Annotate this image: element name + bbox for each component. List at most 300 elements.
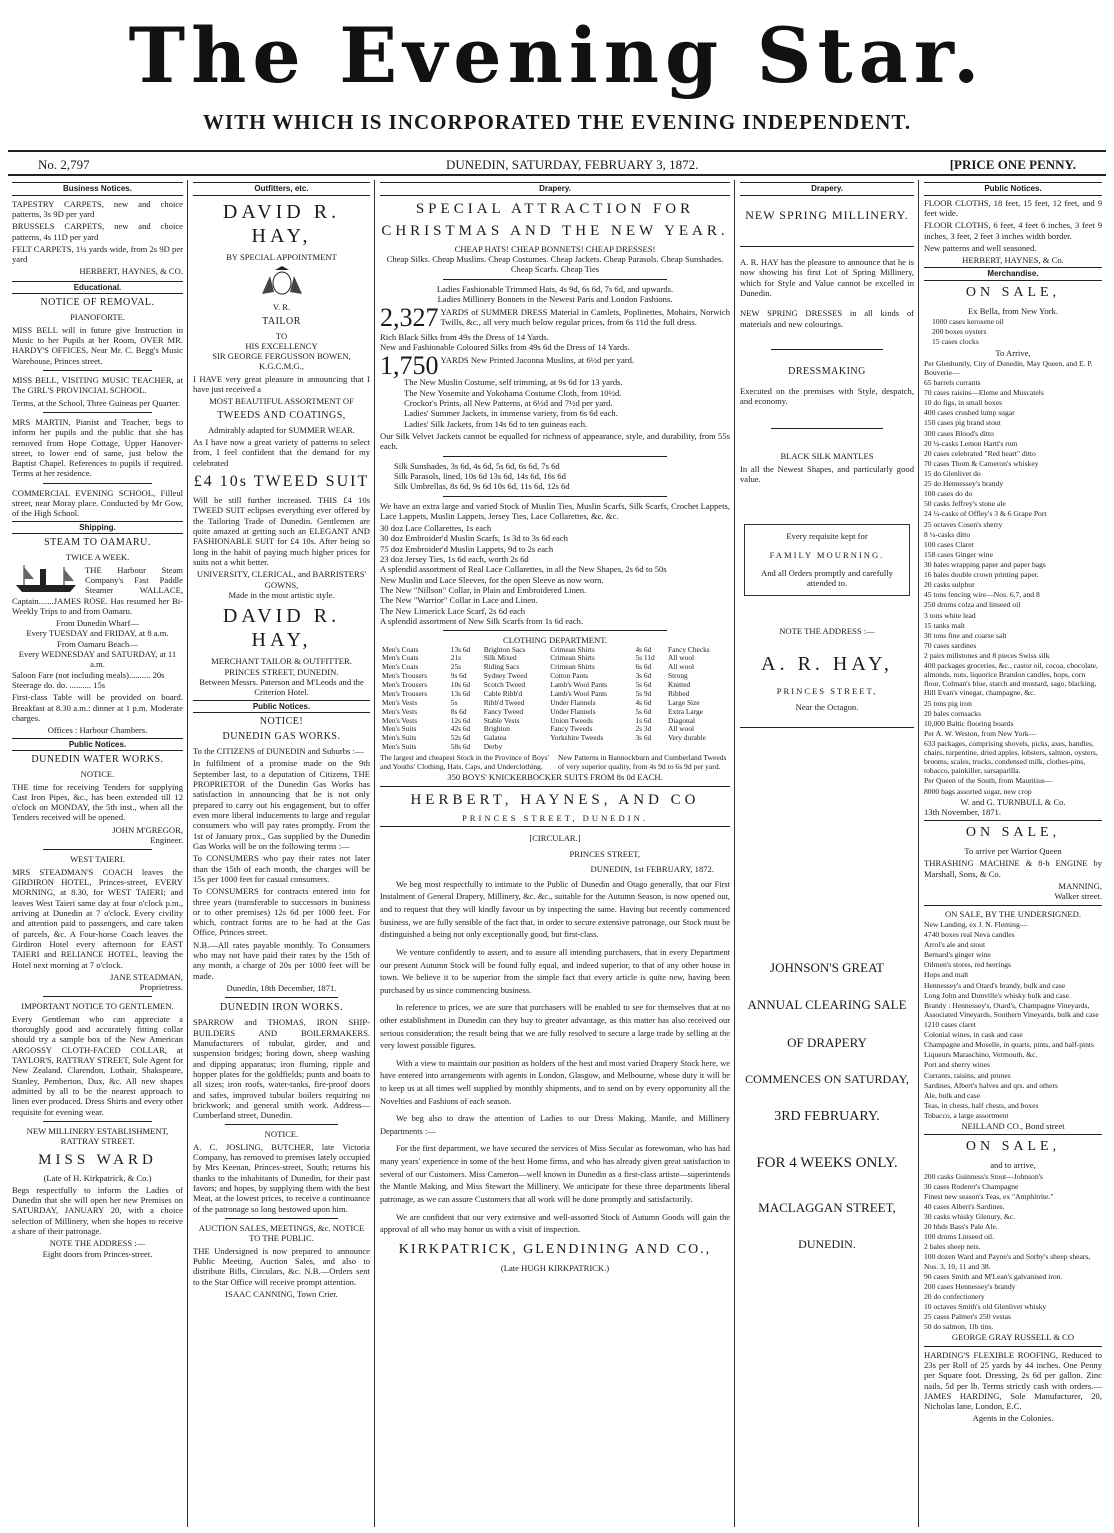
list-item: 50 do salmon, 1lb tins. bbox=[924, 1322, 994, 1332]
ad-line: MERCHANT TAILOR & OUTFITTER. bbox=[211, 656, 352, 667]
column-rule bbox=[734, 180, 735, 1527]
signature: ISAAC CANNING, Town Crier. bbox=[225, 1288, 338, 1299]
table-cell: 1s 6d bbox=[635, 715, 652, 725]
divider bbox=[225, 1218, 338, 1219]
list-item: Hops and malt bbox=[924, 970, 969, 980]
table-cell: Ribbed bbox=[668, 688, 690, 698]
box-line: FAMILY MOURNING. bbox=[769, 549, 885, 560]
advertiser-date: 13th November, 1871. bbox=[924, 806, 1001, 817]
ad-heading: DUNEDIN IRON WORKS. bbox=[220, 1002, 343, 1014]
ad-title: ON SALE, bbox=[965, 1139, 1061, 1155]
ad-heading: TWEEDS AND COATINGS, bbox=[217, 409, 346, 421]
sale-line: DUNEDIN. bbox=[798, 1237, 856, 1252]
table-cell: Lamb's Wool Pants bbox=[550, 680, 608, 690]
gas-date: Dunedin, 18th December, 1871. bbox=[226, 983, 337, 993]
ad-line: Ex Bella, from New York. bbox=[968, 305, 1058, 316]
list-item: Tobacco, a large assortment bbox=[924, 1111, 1009, 1120]
mantles-body: In all the Newest Shapes, and particularly good value. bbox=[740, 463, 914, 485]
section-header: Educational. bbox=[12, 281, 183, 295]
list-item: Champagne and Moselle, in quarts, pints, and half-pints bbox=[924, 1040, 1094, 1050]
masthead-subtitle: WITH WHICH IS INCORPORATED THE EVENING INDEPENDENT. bbox=[202, 110, 912, 134]
list-item: 15 tanks malt bbox=[924, 620, 965, 630]
paragraph: For the first department, we have secured the services of Miss Secular as forewoman, who has had many years' experience in some of the best Home firms, and who has already given great satisfaction to several of our Customers. Miss Cameron—well known in Dunedin as a first-class artiste—superintends the Mantle Making, and Miss Stewart the Millinery. We anticipate for these three departments liberal patronage, as we can assure Customers that all work will be done promptly and satisfactorily. bbox=[380, 1144, 730, 1204]
new-dresses: NEW SPRING DRESSES in all kinds of materials and new colourings. bbox=[740, 308, 914, 329]
velvet-line: Our Silk Velvet Jackets cannot be equalled for richness of appearance, style, and durability, from 55s each. bbox=[380, 430, 730, 452]
harding-ad: HARDING'S FLEXIBLE ROOFING, Reduced to 23s per Roll of 25 yards by 44 inches. One Penny per Square foot. Dressing, 2s 6d per gallon. Zinc nails, 5d per lb. Terms strictly cash with orders.—JAMES HARDING, Sole Manufacturer, 20, Nicholas lane, London, E.C. bbox=[924, 1349, 1102, 1412]
table-cell: Lamb's Wool Pants bbox=[550, 688, 608, 698]
table-cell: 21s bbox=[450, 653, 462, 663]
list-item: 200 casks Guinness's Stout—Johnson's bbox=[924, 1171, 1043, 1181]
list-item: 30 doz Lace Collarettes, 1s each bbox=[380, 523, 492, 534]
ad-line: PRINCES STREET, bbox=[776, 685, 878, 696]
list-item: 10 do figs, in small boxes bbox=[924, 398, 1003, 408]
sale4-lines bbox=[924, 1172, 1102, 1332]
sale-line: OF DRAPERY bbox=[787, 1034, 867, 1050]
ad-line: To Arrive, bbox=[995, 347, 1031, 358]
ad-title: ON SALE, bbox=[965, 285, 1061, 301]
muslin-ad bbox=[380, 351, 730, 381]
ad-heading: STEAM TO OAMARU. bbox=[44, 537, 151, 549]
list-item: 25 octaves Cosen's sherry bbox=[924, 519, 1003, 529]
royal-arms-icon bbox=[260, 266, 304, 296]
arhay-body: A. R. HAY has the pleasure to announce that he is now showing his first Lot of Spring Millinery, which for Style and Value cannot be excelled in Dunedin. bbox=[740, 256, 914, 298]
divider bbox=[443, 456, 667, 457]
table-cell: 5s 11d bbox=[635, 653, 655, 663]
list-item: New Landing, ex J. N. Fleming— bbox=[924, 919, 1028, 929]
floor-cloth-line: FLOOR CLOTHS, 18 feet, 15 feet, 12 feet, and 9 feet wide. bbox=[924, 197, 1102, 218]
list-item: 90 cases Smith and M'Lean's galvanised iron. bbox=[924, 1271, 1063, 1281]
list-item: 70 cases Thom & Cameron's whiskey bbox=[924, 458, 1039, 468]
list-item: 45 tons fencing wire—Nos. 6,7, and 8 bbox=[924, 590, 1040, 600]
muslin-body: YARDS New Printed Jaconna Muslins, at 6½d per yard. bbox=[440, 355, 635, 366]
table-cell: Fancy Tweeds bbox=[550, 724, 593, 734]
iron-body: SPARROW and THOMAS, IRON SHIP-BUILDERS AND BOILERMAKERS. Manufacturers of tubular, girder, and and suspension bridges; boring down, sheep washing and dipping apparatus; iron fluming, ripple and hopper plates for the goldfields; punts and boats to all sizes; iron roofs, water-tanks, fire-proof doors and safes, improved tubular boilers requiring no brickwork; and general smith work. Address—Cumberland street, Dunedin. bbox=[193, 1017, 370, 1121]
section-header: Public Notices. bbox=[12, 738, 183, 752]
table-cell: Riding Sacs bbox=[483, 662, 520, 672]
ties-intro: We have an extra large and varied Stock of Muslin Ties, Muslin Scarfs, Silk Scarfs, Crochet Lappets, Lace Lappets, Muslin Lappets, Jersey Ties, Lace Collarettes, &c. &c. bbox=[380, 500, 730, 521]
ad-heading: BLACK SILK MANTLES bbox=[780, 451, 874, 462]
ad-subheading: WEST TAIERI. bbox=[70, 854, 125, 865]
column-1 bbox=[8, 180, 187, 1527]
table-cell: Crimean Shirts bbox=[550, 662, 595, 672]
table-cell: All wool bbox=[668, 653, 695, 663]
address-note: NOTE THE ADDRESS :— bbox=[49, 1238, 146, 1249]
ad-line: Agents in the Colonies. bbox=[972, 1413, 1054, 1424]
table-cell: Sydney Tweed bbox=[483, 671, 528, 681]
list-item: 10,000 Baltic flooring boards bbox=[924, 718, 1014, 728]
advertiser: GEORGE GRAY RUSSELL & CO bbox=[951, 1332, 1075, 1343]
ad-line: To arrive per Warrior Queen bbox=[964, 846, 1062, 857]
table-cell: Men's Trousers bbox=[382, 688, 428, 698]
address-note: NOTE THE ADDRESS :— bbox=[779, 625, 875, 636]
table-cell bbox=[633, 743, 666, 752]
column-rule bbox=[374, 180, 375, 1527]
ad-line: (Late HUGH KIRKPATRICK.) bbox=[500, 1262, 610, 1273]
list-item: 8 ¼-casks ditto bbox=[924, 529, 971, 539]
timetable-line: From Dunedin Wharf— bbox=[56, 618, 139, 629]
ad-line: HIS EXCELLENCY bbox=[245, 340, 318, 351]
list-item: Per A. W. Weston, from New York— bbox=[924, 728, 1037, 738]
removal-body: MISS BELL will in future give Instruction in Music to her Pupils at her Room, OVER MR. HARDY'S OFFICES, Near Mr. C. Begg's Music Warehouse, Princes street. bbox=[12, 324, 183, 366]
ad-heading: TAILOR bbox=[262, 315, 301, 327]
ad-line: TO bbox=[275, 330, 288, 341]
ward-body: Begs respectfully to inform the Ladies of Dunedin that she will open her new Premises on SATURDAY, JANUARY 20, with a choice selection of Millinery, when she hopes to receive a share of their patronage. bbox=[12, 1184, 183, 1237]
ad-subheading: (Late of H. Kirkpatrick, & Co.) bbox=[43, 1172, 152, 1183]
list-item: Ladies' Silk Jackets, from 14s 6d to ten guineas each. bbox=[404, 418, 588, 429]
martin-ad: MRS MARTIN, Pianist and Teacher, begs to inform her pupils and the public that she has removed from Hope Cottage, Upper Hanover-street, to lower end of same, just below the Baptist Chapel. References to pupils if required. Terms at her residence. bbox=[12, 416, 183, 479]
list-item: Silk Umbrellas, 8s 6d, 9s 6d 10s 6d, 11s 6d, 12s 6d bbox=[394, 481, 570, 492]
list-item: Ladies' Summer Jackets, in immense variety, from 6s 6d each. bbox=[404, 408, 618, 419]
list-item: 2 pairs millstones and 8 pieces Swiss silk bbox=[924, 650, 1050, 660]
mourning-box bbox=[744, 524, 910, 595]
section-header: Drapery. bbox=[380, 182, 730, 196]
paragraph: We are confident that our very extensive and well-assorted Stock of Autumn Goods will gain the approval of all who may honor us with a visit of inspection. bbox=[380, 1212, 730, 1235]
royal-cipher: V. R. bbox=[272, 302, 291, 313]
sale-line: MACLAGGAN STREET, bbox=[758, 1199, 896, 1215]
list-item: A splendid assortment of New Silk Scarfs from 1s 6d each. bbox=[380, 615, 584, 626]
taieri-body: MRS STEADMAN'S COACH leaves the GIRDIRON HOTEL, Princes-street, EVERY MORNING, at 8.30, for WEST TAIERI; and leaves West Taieri same day at four o'clock p.m., arriving at Dunedin at 7 o'clock. Every civility and attention paid to passengers, and care taken of parcels, &c. A Four-horse Coach leaves the Girdiron Hotel every afternoon for EAST TAIERI and RELIANCE HOTEL, leaving the Hotel next morning at 7 o'clock. bbox=[12, 866, 183, 970]
steam-table: First-class Table will be provided on board. Breakfast at 8.30 a.m.: dinner at 1 p.m. Moderate charges. bbox=[12, 692, 183, 723]
list-item: Oilmen's stores, red herrings bbox=[924, 960, 1011, 970]
ad-heading: NEW MILLINERY ESTABLISHMENT, bbox=[26, 1125, 169, 1136]
divider bbox=[43, 412, 152, 413]
paragraph: We beg also to draw the attention of Ladies to our Dress Making, Mantle, and Millinery Departments :— bbox=[380, 1114, 730, 1136]
table-cell: Ribb'd Tweed bbox=[483, 697, 525, 707]
table-cell: Men's Coats bbox=[382, 662, 419, 672]
ad-heading: AUCTION SALES, MEETINGS, &c. NOTICE TO THE PUBLIC. bbox=[198, 1222, 365, 1244]
sunshade-lines bbox=[380, 461, 730, 492]
table-cell: Men's Suits bbox=[382, 733, 417, 743]
list-item: 50 casks Jeffrey's stone ale bbox=[924, 499, 1006, 509]
table-cell: Strong bbox=[668, 671, 688, 681]
table-cell: Men's Suits bbox=[382, 742, 417, 752]
list-item: 25 cases Palmer's 250 vestas bbox=[924, 1312, 1011, 1322]
sale1-items bbox=[924, 317, 1102, 346]
josling-body: A. C. JOSLING, BUTCHER, late Victoria Company, has removed to premises lately occupied by Mrs Keenan, Princes-street, South; returns his thanks to the inhabitants of Dunedin, for their past favors; and hopes, by supplying them with the best Meat, at the lowest prices, to receive a continuance of the patronage so long bestowed upon him. bbox=[193, 1141, 370, 1214]
ad-title: MISS WARD bbox=[38, 1151, 157, 1168]
ad-title: NEW SPRING MILLINERY. bbox=[745, 207, 909, 222]
paragraph: In reference to prices, we are sure that purchasers will be enabled to see for themselves that at no other establishment in Dunedin can they buy to greater advantage, as this matter has also received our serious consideration; the result being that we are fully resolved to secure a large trade by selling at the very lowest possible figures. bbox=[380, 1003, 730, 1051]
table-cell: Men's Coats bbox=[382, 653, 419, 663]
list-item: Hennessey's and Otard's brandy, bulk and case bbox=[924, 980, 1066, 990]
ad-line: UNIVERSITY, CLERICAL, and BARRISTERS' GOWNS, bbox=[196, 569, 367, 590]
sale-line: JOHNSON'S GREAT bbox=[770, 959, 884, 975]
ad-line: Cheap Silks. Cheap Muslins. Cheap Costumes. Cheap Jackets. Cheap Parasols. Cheap Sunshades. Cheap Scarfs. Cheap Ties bbox=[386, 253, 724, 275]
list-item: Silk Parasols, lined, 10s 6d 13s 6d, 14s 6d, 16s 6d bbox=[394, 470, 566, 481]
advertiser: W. and G. TURNBULL & Co. bbox=[960, 796, 1066, 807]
divider bbox=[225, 997, 338, 998]
list-item: 70 cases raisins—Eleme and Muscatels bbox=[924, 388, 1044, 398]
table-cell: Cotton Pants bbox=[550, 671, 589, 681]
table-cell: 4s 6d bbox=[635, 697, 652, 707]
table-cell: 2s 3d bbox=[635, 724, 652, 734]
list-item: 30 doz Embroider'd Muslin Scarfs, 1s 3d to 3s 6d each bbox=[380, 533, 568, 544]
section-header: Outfitters, etc. bbox=[193, 182, 370, 196]
dateline-bar bbox=[8, 150, 1106, 176]
divider bbox=[771, 349, 882, 350]
divider bbox=[43, 370, 152, 371]
list-item: 200 boxes oysters bbox=[932, 327, 987, 337]
column-rule bbox=[918, 180, 919, 1527]
box-line: And all Orders promptly and carefully attended to. bbox=[761, 568, 893, 589]
list-item: Currants, raisins, and prunes bbox=[924, 1070, 1011, 1080]
list-item: New Muslin and Lace Sleeves, for the open Sleeve as now worn. bbox=[380, 574, 604, 585]
circular-body bbox=[380, 879, 730, 1237]
column-3 bbox=[376, 180, 734, 1527]
list-item: 75 doz Embroider'd Muslin Lappets, 9d to 2s each bbox=[380, 543, 554, 554]
list-item: The New "Nillson" Collar, in Plain and Embroidered Linen. bbox=[380, 585, 587, 596]
list-item: Teas, in chests, half chests, and boxes bbox=[924, 1100, 1039, 1110]
advertiser-address: Walker street. bbox=[1054, 891, 1102, 902]
table-cell: Stable Vests bbox=[483, 715, 520, 725]
gas-nb: N.B.—All rates payable monthly. To Consumers who may not have paid their rates by the 15th of any month, a charge of 20s per 1000 feet will be made. bbox=[193, 939, 370, 981]
divider bbox=[43, 483, 152, 484]
list-item: 30 casks whisky Glenury, &c. bbox=[924, 1211, 1016, 1221]
signature: JOHN M'GREGOR, bbox=[112, 824, 183, 835]
sale-line: FOR 4 WEEKS ONLY. bbox=[756, 1154, 898, 1171]
list-item: 70 cases sardines bbox=[924, 640, 977, 650]
ad-title: DAVID R. HAY, bbox=[222, 605, 341, 652]
list-item: 400 cases crushed lump sugar bbox=[924, 408, 1015, 418]
list-item: 150 cases pig brand stout bbox=[924, 418, 1001, 428]
steam-offices: Offices : Harbour Chambers. bbox=[47, 725, 148, 736]
list-item: Silk Sunshades, 3s 6d, 4s 6d, 5s 6d, 6s 6d, 7s 6d bbox=[394, 460, 560, 471]
advertiser: NEILLAND CO., Bond street bbox=[961, 1121, 1065, 1132]
muslin-lines bbox=[380, 377, 730, 429]
signature-role: Engineer. bbox=[150, 835, 183, 846]
list-item: 100 drums Linseed oil. bbox=[924, 1232, 995, 1242]
ad-title: CHRISTMAS AND THE NEW YEAR. bbox=[381, 222, 729, 239]
ad-subheading: NOTICE. bbox=[264, 1129, 299, 1140]
table-cell: 5s 6d bbox=[635, 680, 652, 690]
clothing-table bbox=[380, 646, 730, 753]
commercial-school-ad: COMMERCIAL EVENING SCHOOL, Filleul street, near Moray place. Conducted by Mr Gow, of the High School. bbox=[12, 487, 183, 519]
floor-cloth-line: New patterns and well seasoned. bbox=[924, 242, 1037, 253]
table-cell: Men's Vests bbox=[382, 715, 418, 725]
ad-title: SPECIAL ATTRACTION FOR bbox=[415, 200, 695, 217]
divider bbox=[225, 1124, 338, 1125]
dress-material-ad bbox=[380, 303, 730, 333]
circular-label: [CIRCULAR.] bbox=[529, 832, 581, 843]
carpet-line: FELT CARPETS, 1¼ yards wide, from 2s 9D per yard bbox=[12, 243, 183, 265]
ad-heading: NOTICE! bbox=[259, 716, 304, 728]
ad-subheading: BY SPECIAL APPOINTMENT bbox=[226, 251, 337, 262]
list-item: Port and sherry wines bbox=[924, 1060, 991, 1070]
section-header: Shipping. bbox=[12, 521, 183, 535]
ad-heading: DUNEDIN GAS WORKS. bbox=[222, 731, 341, 743]
table-cell: Scotch Tweed bbox=[483, 680, 526, 690]
fare-line: Saloon Fare (not including meals).......... 20s bbox=[12, 669, 165, 680]
advertiser: HERBERT, HAYNES, & CO. bbox=[79, 266, 183, 277]
table-cell: All wool bbox=[668, 724, 695, 734]
signature-role: Proprietress. bbox=[139, 982, 183, 993]
paragraph: With a view to maintain our position as holders of the best and most varied Drapery Stock here, we have entered into arrangements with agents in London, Glasgow, and Melbourne, whose duty it will be to keep us at all times well supplied by monthly shipments, and to send on by every opportunity all the Novelties and Fashions of each season. bbox=[380, 1058, 730, 1106]
column-5 bbox=[920, 180, 1106, 1527]
ad-line: Between Messrs. Paterson and M'Leods and the Criterion Hotel. bbox=[199, 676, 364, 698]
list-item: 15 do Glenlivet do bbox=[924, 469, 981, 479]
list-item: 20 cases celebrated "Red heart" ditto bbox=[924, 448, 1036, 458]
list-item: Colonial wines, in cask and case bbox=[924, 1030, 1023, 1040]
dress-body: Executed on the premises with Style, despatch, and economy. bbox=[740, 385, 914, 407]
table-cell bbox=[666, 743, 730, 752]
fare-line: Steerage do. do. .......... 15s bbox=[12, 680, 106, 691]
ad-title: DAVID R. HAY, bbox=[222, 200, 341, 247]
table-cell: 3s 6d bbox=[635, 671, 652, 681]
timetable-line: Every TUESDAY and FRIDAY, at 8 a.m. bbox=[26, 628, 169, 639]
steam-body: THE Harbour Steam Company's Fast Paddle Steamer WALLACE, Captain.......JAMES ROSE. Has resumed her Bi-Weekly Trips to and from Oamaru. bbox=[12, 564, 183, 616]
coloured-silks: New and Fashionable Coloured Silks from 49s 6d the Dress of 14 Yards. bbox=[380, 342, 630, 353]
ad-line: Near the Octagon. bbox=[795, 702, 859, 713]
list-item: Sardines, Albert's halves and qrs. and others bbox=[924, 1080, 1058, 1090]
advertiser: MANNING, bbox=[1058, 880, 1102, 891]
divider bbox=[771, 428, 882, 429]
divider bbox=[443, 279, 667, 280]
list-item: 40 cases Albert's Sardines. bbox=[924, 1201, 1005, 1211]
table-cell: Derby bbox=[483, 742, 503, 752]
royal-arms-row bbox=[193, 266, 370, 298]
paragraph: We venture confidently to assert, and to assure all intending purchasers, that in every Department our present Autumn Stock will be found fully equal, and indeed superior, to that of any other house in town. We believe it to be superior from the simple fact that every article is quite new, having been purchased by us since commencing business. bbox=[380, 947, 730, 995]
floor-cloth-line: FLOOR CLOTHS, 6 feet, 4 feet 6 inches, 3 feet 9 inches, 3 feet, 2 feet 3 inches width border. bbox=[924, 220, 1102, 241]
table-row bbox=[380, 734, 730, 743]
list-item: 100 cases Claret bbox=[924, 539, 974, 549]
list-item: 3 tons white lead bbox=[924, 610, 976, 620]
list-item: 8000 bags assorted sugar, new crop bbox=[924, 786, 1032, 796]
ties-lines bbox=[380, 523, 730, 626]
hay-body: I HAVE very great pleasure in announcing that I have just received a bbox=[193, 373, 370, 395]
ad-line: and to arrive, bbox=[990, 1160, 1036, 1171]
table-cell: 12s 6d bbox=[450, 715, 471, 725]
list-item: 15 cases clocks bbox=[932, 337, 979, 347]
list-item: 2 bales sheep nets. bbox=[924, 1242, 981, 1252]
ad-line: CHEAP HATS! CHEAP BONNETS! CHEAP DRESSES! bbox=[454, 243, 656, 254]
table-cell: 58s 6d bbox=[450, 742, 471, 752]
table-cell: All wool bbox=[668, 662, 695, 672]
ad-line: PRINCES STREET, DUNEDIN. bbox=[462, 812, 648, 823]
table-cell: 3s 6d bbox=[635, 733, 652, 743]
ad-line: PRINCES STREET, DUNEDIN. bbox=[224, 666, 339, 677]
timetable-line: Every WEDNESDAY and SATURDAY, at 11 a.m. bbox=[18, 649, 177, 670]
table-cell: 5s 9d bbox=[635, 688, 652, 698]
table-cell bbox=[548, 743, 633, 752]
table-cell: 52s 6d bbox=[450, 733, 471, 743]
table-cell: 13s 6d bbox=[450, 688, 471, 698]
steamship-icon bbox=[12, 563, 82, 595]
divider bbox=[443, 496, 667, 497]
table-cell: 5s 6d bbox=[635, 706, 652, 716]
list-item: Bernard's ginger wine bbox=[924, 950, 991, 960]
ad-line: Ladies Fashionable Trimmed Hats, 4s 9d, 6s 6d, 7s 6d, and upwards. bbox=[436, 283, 674, 294]
hay-body-2: As I have now a great variety of patterns to select from, I feel confident that the demand for my celebrated bbox=[193, 437, 370, 468]
column-4 bbox=[736, 180, 918, 1527]
list-item: 30 cases Roderer's Champagne bbox=[924, 1181, 1019, 1191]
sale2-body: THRASHING MACHINE & 8-h ENGINE by Marshall, Sons, & Co. bbox=[924, 858, 1102, 879]
table-cell: 5s bbox=[450, 697, 458, 707]
section-header: Public Notices. bbox=[193, 700, 370, 714]
table-cell: Brighton Sacs bbox=[483, 644, 526, 654]
box-line: Every requisite kept for bbox=[786, 531, 868, 542]
suit-price: £4 10s TWEED SUIT bbox=[193, 472, 370, 490]
list-item: The New Yosemite and Yokohama Costume Cloth, from 10½d. bbox=[404, 387, 622, 398]
paragraph: We beg most respectfully to intimate to the Public of Dunedin and Otago generally, that our First Instalment of General Drapery, Millinery, &c. &c., suitable for the Autumn Season, is now opened out, and to request that they will kindly favour us by inspecting the same. Having but recently commenced business, we are fully sensible of the fact that, in order to secure extensive patronage, our Stock must be distinguished a being not only exceptionally good, but first-class. bbox=[380, 879, 730, 940]
table-cell: Very durable bbox=[668, 733, 706, 743]
list-item: 633 packages, comprising shovels, picks, axes, handles, chairs, turpentine, dried apples, lobsters, salmon, oysters, brooms, scales, trucks, condensed milk, clothes-pins, tobacco, painkiller, sarsaparilla. bbox=[924, 738, 1098, 776]
table-cell: Men's Suits bbox=[382, 724, 417, 734]
list-item: 100 cases do do bbox=[924, 489, 973, 499]
ad-line: Made in the most artistic style. bbox=[228, 589, 335, 600]
table-cell: Cable Ribb'd bbox=[483, 688, 523, 698]
address: Eight doors from Princes-street. bbox=[42, 1248, 153, 1259]
section-header: Business Notices. bbox=[12, 182, 183, 196]
table-cell: Crimean Shirts bbox=[550, 653, 595, 663]
ad-subheading: NOTICE. bbox=[80, 769, 115, 780]
table-cell: 4s 6d bbox=[635, 644, 652, 654]
issue-price: [PRICE ONE PENNY. bbox=[949, 157, 1076, 172]
bell-terms: Terms, at the School, Three Guineas per Quarter. bbox=[12, 397, 181, 408]
table-cell: Union Tweeds bbox=[550, 715, 593, 725]
sale1-lines bbox=[924, 359, 1102, 796]
table-cell: Fancy Checks bbox=[668, 644, 710, 654]
ad-heading: ON SALE, BY THE UNDERSIGNED. bbox=[944, 908, 1082, 919]
clothing-note: New Patterns in Bannockburn and Cumberland Tweeds of very superior quality, from 4s 9d to 6s 9d per yard. bbox=[558, 753, 727, 772]
divider bbox=[43, 996, 152, 997]
column-rule bbox=[187, 180, 188, 1527]
table-cell: Silk Mixed bbox=[483, 653, 517, 663]
table-cell: Men's Trousers bbox=[382, 671, 428, 681]
ad-line: SIR GEORGE FERGUSSON BOWEN, K.G.C.M.G., bbox=[212, 351, 351, 372]
list-item: 65 barrels currants bbox=[924, 378, 981, 388]
gents-body: Every Gentleman who can appreciate a thoroughly good and accurately fitting collar should try a sample box of the New American ARGOSSY CLOTH-FACED COLLAR, at TAYLOR'S, RATTRAY STREET, Sole Agent for New Zealand. Clarendon, Lothair, Shakspeare, Stanley, Pemberton, Dux, &c. All new shapes admitted by all to be the nearest approach to linen ever produced. Dress Shirts and every other requisite for evening wear. bbox=[12, 1013, 183, 1117]
sale-line: ANNUAL CLEARING SALE bbox=[747, 997, 907, 1013]
table-cell: Brighton bbox=[483, 724, 510, 734]
section-header: Drapery. bbox=[740, 182, 914, 196]
gas-body: In fulfilment of a promise made on the 9th September last, to a deputation of Citizens, THE PROPRIETOR of the Dunedin Gas Works has satisfaction in announcing that he is not only prepared to carry out his engagement, but to offer even more liberal inducements to large and regular consumers who will pay rates promptly. From the 1st of January prox., Gas supplied by the Dunedin Gas Works will be on the following terms :— bbox=[193, 758, 370, 851]
table-cell: Fancy Tweed bbox=[483, 706, 524, 716]
table-cell: 9s 6d bbox=[450, 671, 467, 681]
auction-body: THE Undersigned is now prepared to announce Public Meeting, Auction Sales, and also to distribute Bills, Circulars, &c. N.B.—Orders sent to the Star Office will receive prompt attention. bbox=[193, 1245, 370, 1287]
list-item: 250 drums colza and linseed oil bbox=[924, 600, 1021, 610]
section-header: Public Notices. bbox=[924, 182, 1102, 196]
divider bbox=[43, 849, 152, 850]
ad-heading: DRESSMAKING bbox=[788, 365, 866, 377]
list-item: 10 octaves Smith's old Glenlivet whisky bbox=[924, 1301, 1047, 1311]
table-cell: Galatea bbox=[483, 733, 507, 743]
issue-number: No. 2,797 bbox=[38, 157, 90, 172]
ad-title: ON SALE, bbox=[965, 825, 1061, 841]
list-item: Finest new season's Teas, ex "Amphitrite." bbox=[924, 1191, 1054, 1201]
list-item: 30 bales wrapping paper and paper bags bbox=[924, 560, 1046, 569]
issue-date: DUNEDIN, SATURDAY, FEBRUARY 3, 1872. bbox=[446, 157, 699, 172]
list-item: 20 bales cornsacks bbox=[924, 708, 981, 718]
bell-body: MISS BELL, VISITING MUSIC TEACHER, at The GIRL'S PROVINCIAL SCHOOL. bbox=[12, 374, 183, 396]
ad-heading: IMPORTANT NOTICE TO GENTLEMEN. bbox=[21, 1001, 174, 1012]
carpets-ad bbox=[12, 199, 183, 277]
list-item: A splendid assortment of Real Lace Collarettes, in all the New Shapes, 2s 6d to 50s bbox=[380, 564, 667, 575]
ad-line: MOST BEAUTIFUL ASSORTMENT OF bbox=[209, 396, 354, 407]
gas-terms-1: To CONSUMERS who pay their rates not later than the 15th of each month, the charges will be 15s per 1000 feet for casual consumers. bbox=[193, 853, 370, 884]
quantity-figure: 2,327 bbox=[380, 303, 439, 333]
list-item: Liqueurs Maraschino, Vermouth, &c. bbox=[924, 1050, 1038, 1060]
table-cell: 42s 6d bbox=[450, 724, 471, 734]
list-item: Brandy : Hennessey's, Otard's, Champagne Vineyards, Associated Vineyards, Southern Vineyards, bulk and case bbox=[924, 1000, 1099, 1019]
list-item: 400 packages groceries, &c., castor oil, cocoa, chocolate, almonds, nuts, liquorice Brandon candles, hops, corn flour, Colman's blue, starch and mustard, sago, blacking, Hill Evan's vinegar, champagne, &c. bbox=[924, 661, 1098, 698]
table-cell: Men's Vests bbox=[382, 697, 418, 707]
table-cell: 8s 6d bbox=[450, 706, 467, 716]
table-cell: Large Size bbox=[668, 697, 700, 707]
sale-line: COMMENCES ON SATURDAY, bbox=[745, 1072, 909, 1087]
list-item: Arrol's ale and stout bbox=[924, 940, 986, 950]
table-cell: 6s 6d bbox=[635, 662, 652, 672]
table-cell: Diagonal bbox=[668, 715, 696, 725]
